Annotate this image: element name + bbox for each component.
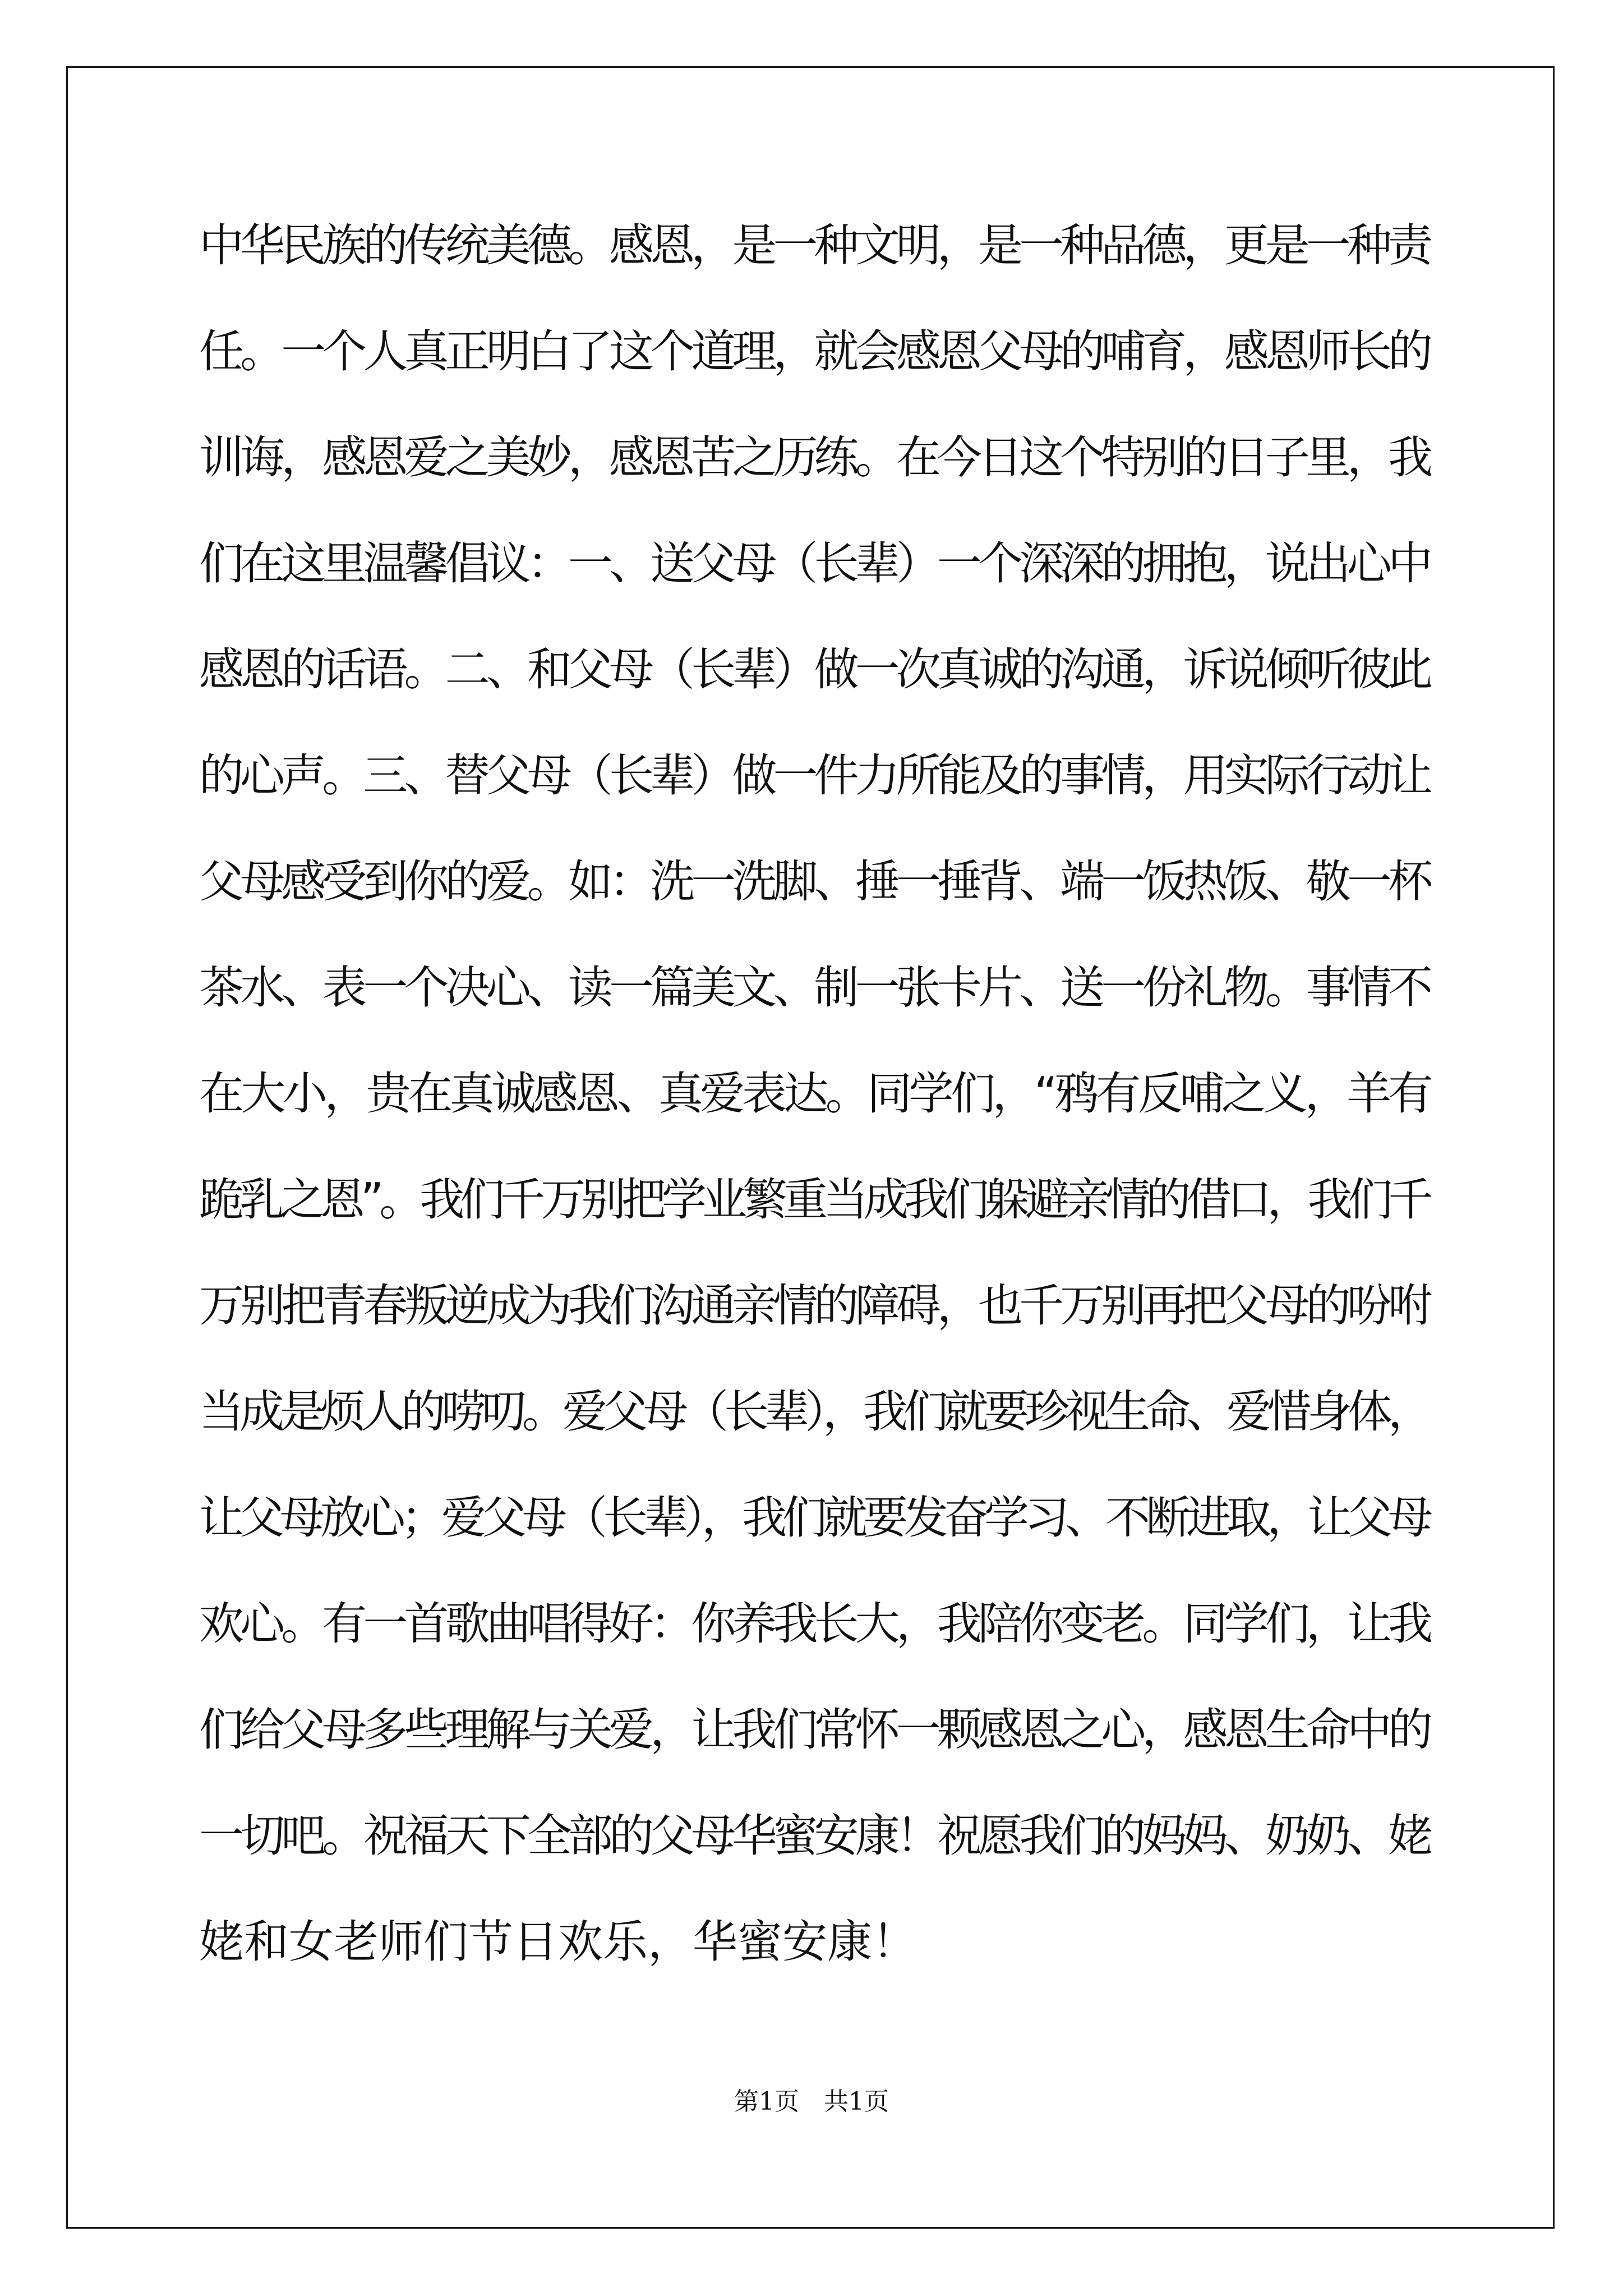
body-line: 茶水、表一个决心、读一篇美文、制一张卡片、送一份礼物。事情不 <box>199 961 1430 1014</box>
body-line: 们在这里温馨倡议：一、送父母（长辈）一个深深的拥抱，说出心中 <box>199 537 1430 590</box>
body-line: 让父母放心；爱父母（长辈），我们就要发奋学习、不断进取，让父母 <box>199 1492 1428 1544</box>
body-line: 任。一个人真正明白了这个道理，就会感恩父母的哺育，感恩师长的 <box>199 325 1430 378</box>
body-line: 的心声。三、替父母（长辈）做一件力所能及的事情，用实际行动让 <box>199 749 1430 802</box>
body-line: 姥和女老师们节日欢乐，华蜜安康！ <box>199 1916 917 1968</box>
body-line: 欢心。有一首歌曲唱得好：你养我长大，我陪你变老。同学们，让我 <box>199 1598 1430 1650</box>
body-line: 们给父母多些理解与关爱，让我们常怀一颗感恩之心，感恩生命中的 <box>199 1704 1430 1756</box>
document-body <box>199 212 1433 2014</box>
body-line: 跪乳之恩”。我们千万别把学业繁重当成我们躲避亲情的借口，我们千 <box>199 1174 1429 1226</box>
body-line: 感恩的话语。二、和父母（长辈）做一次真诚的沟通，诉说倾听彼此 <box>199 643 1430 696</box>
body-line: 当成是烦人的唠叨。爱父母（长辈），我们就要珍视生命、爱惜身体， <box>199 1386 1428 1438</box>
body-line: 训诲，感恩爱之美妙，感恩苦之历练。在今日这个特别的日子里，我 <box>199 431 1430 484</box>
page-number-footer: 第1页 共1页 <box>734 2087 889 2116</box>
body-line: 万别把青春叛逆成为我们沟通亲情的障碍，也千万别再把父母的吩咐 <box>199 1280 1430 1332</box>
body-line: 一切吧。祝福天下全部的父母华蜜安康！祝愿我们的妈妈、奶奶、姥 <box>199 1810 1430 1862</box>
body-line: 父母感受到你的爱。如：洗一洗脚、捶一捶背、端一饭热饭、敬一杯 <box>199 855 1430 908</box>
body-line: 中华民族的传统美德。感恩，是一种文明，是一种品德，更是一种责 <box>199 219 1430 272</box>
body-line: 在大小，贵在真诚感恩、真爱表达。同学们，“鸦有反哺之义，羊有 <box>199 1068 1430 1120</box>
